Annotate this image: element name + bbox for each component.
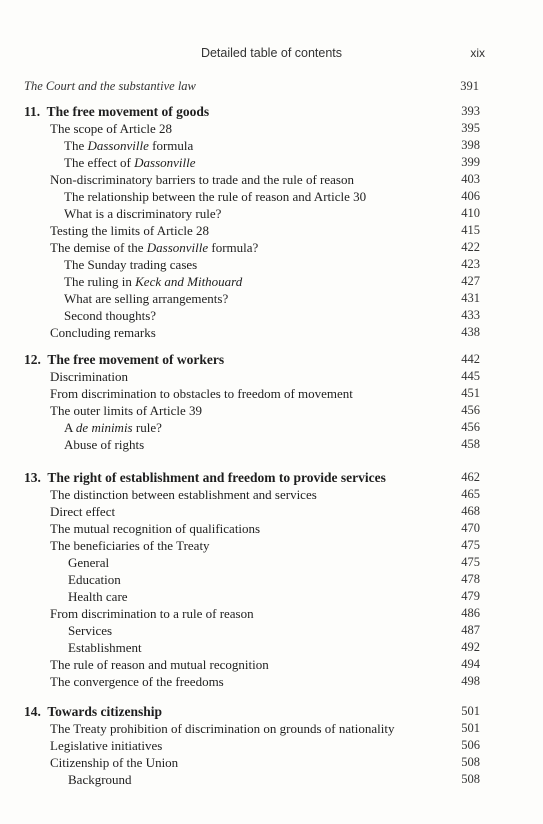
toc-entry <box>24 273 480 290</box>
entry-text: Direct effect <box>50 504 116 519</box>
entry-text: Testing the limits of Article 28 <box>50 223 210 238</box>
chapter-12-section <box>24 351 480 453</box>
entry-text: Concluding remarks <box>50 325 156 340</box>
entry-text: Background <box>68 772 132 787</box>
toc-entry <box>24 290 480 307</box>
entry-page: 415 <box>461 223 480 237</box>
chapter-heading <box>24 351 480 368</box>
entry-text: Discrimination <box>50 369 128 384</box>
toc-entry <box>24 205 480 222</box>
toc-entry <box>24 605 480 622</box>
toc-entry <box>24 222 480 239</box>
entry-page: 508 <box>461 772 480 786</box>
toc-entry <box>24 537 480 554</box>
toc-entry <box>24 571 480 588</box>
toc-entry <box>24 368 480 385</box>
entry-text: Establishment <box>68 640 142 655</box>
chapter-number: 13. <box>24 470 41 485</box>
toc-entry <box>24 385 480 402</box>
chapter-heading <box>24 703 480 720</box>
entry-text: The rule of reason and mutual recognition <box>50 657 269 672</box>
entry-page: 506 <box>461 738 480 752</box>
entry-text: Second thoughts? <box>64 308 157 323</box>
entry-text: Citizenship of the Union <box>50 755 179 770</box>
toc-entry <box>24 120 480 137</box>
entry-page: 406 <box>461 189 480 203</box>
running-header <box>0 46 543 66</box>
entry-page: 456 <box>461 403 480 417</box>
toc-entry <box>24 656 480 673</box>
entry-page: 458 <box>461 437 480 451</box>
chapter-11-section <box>24 103 480 341</box>
entry-text: The distinction between establishment and services <box>50 487 317 502</box>
entry-page: 398 <box>461 138 480 152</box>
header-title: Detailed table of contents <box>200 46 343 60</box>
toc-entry <box>24 673 480 690</box>
toc-entry <box>24 737 480 754</box>
chapter-page: 442 <box>461 352 480 366</box>
entry-text: The demise of the Dassonville formula? <box>50 240 259 255</box>
chapter-page: 393 <box>461 104 480 118</box>
entry-page: 478 <box>461 572 480 586</box>
chapter-title: The free movement of goods <box>46 104 210 119</box>
entry-text: The ruling in Keck and Mithouard <box>64 274 243 289</box>
entry-text: What is a discriminatory rule? <box>64 206 222 221</box>
entry-page: 479 <box>461 589 480 603</box>
entry-text: The outer limits of Article 39 <box>50 403 202 418</box>
chapter-page: 501 <box>461 704 480 718</box>
toc-entry <box>24 239 480 256</box>
toc-entry <box>24 419 480 436</box>
toc-entry <box>24 324 480 341</box>
entry-page: 492 <box>461 640 480 654</box>
entry-page: 422 <box>461 240 480 254</box>
entry-text: Abuse of rights <box>64 437 145 452</box>
entry-page: 410 <box>461 206 480 220</box>
entry-page: 445 <box>461 369 480 383</box>
chapter-heading <box>24 469 480 486</box>
entry-page: 475 <box>461 538 480 552</box>
entry-text: The relationship between the rule of reason and Article 30 <box>64 189 367 204</box>
toc-entry <box>24 720 480 737</box>
entry-page: 456 <box>461 420 480 434</box>
intro-page: 391 <box>460 79 479 93</box>
entry-page: 423 <box>461 257 480 271</box>
entry-page: 399 <box>461 155 480 169</box>
entry-text: The Treaty prohibition of discrimination on grounds of nationality <box>50 721 395 736</box>
toc-entry <box>24 256 480 273</box>
entry-page: 470 <box>461 521 480 535</box>
toc-entry <box>24 554 480 571</box>
toc-entry <box>24 436 480 453</box>
entry-page: 438 <box>461 325 480 339</box>
entry-page: 501 <box>461 721 480 735</box>
chapter-page: 462 <box>461 470 480 484</box>
toc-entry <box>24 188 480 205</box>
entry-page: 395 <box>461 121 480 135</box>
toc-entry <box>24 754 480 771</box>
toc-entry <box>24 639 480 656</box>
chapter-number: 11. <box>24 104 41 119</box>
header-page-number: xix <box>470 46 485 60</box>
chapter-title: The free movement of workers <box>47 352 225 367</box>
entry-text: Non-discriminatory barriers to trade and the rule of reason <box>50 172 354 187</box>
entry-text: What are selling arrangements? <box>64 291 229 306</box>
entry-page: 427 <box>461 274 480 288</box>
entry-text: The convergence of the freedoms <box>50 674 224 689</box>
toc-entry <box>24 486 480 503</box>
entry-text: The effect of Dassonville <box>64 155 196 170</box>
entry-text: A de minimis rule? <box>64 420 162 435</box>
intro-text: The Court and the substantive law <box>24 79 196 93</box>
toc-entry <box>24 771 480 788</box>
entry-page: 508 <box>461 755 480 769</box>
toc-entry <box>24 520 480 537</box>
entry-text: Services <box>68 623 113 638</box>
entry-text: The mutual recognition of qualifications <box>50 521 261 536</box>
toc-entry <box>24 171 480 188</box>
chapter-heading <box>24 103 480 120</box>
chapter-title: The right of establishment and freedom to provide services <box>47 470 386 485</box>
chapter-number: 14. <box>24 704 41 719</box>
chapter-title: Towards citizenship <box>47 704 163 719</box>
entry-text: The beneficiaries of the Treaty <box>50 538 210 553</box>
entry-page: 475 <box>461 555 480 569</box>
chapter-13-section <box>24 469 480 690</box>
entry-text: Legislative initiatives <box>50 738 163 753</box>
toc-entry <box>24 137 480 154</box>
entry-page: 403 <box>461 172 480 186</box>
entry-text: Education <box>68 572 121 587</box>
entry-page: 494 <box>461 657 480 671</box>
entry-text: The scope of Article 28 <box>50 121 173 136</box>
chapter-number: 12. <box>24 352 41 367</box>
toc-entry <box>24 402 480 419</box>
entry-page: 465 <box>461 487 480 501</box>
toc-entry <box>24 307 480 324</box>
intro-entry <box>24 79 479 97</box>
entry-text: From discrimination to a rule of reason <box>50 606 254 621</box>
entry-page: 431 <box>461 291 480 305</box>
entry-page: 486 <box>461 606 480 620</box>
chapter-14-section <box>24 703 480 788</box>
entry-text: The Sunday trading cases <box>64 257 198 272</box>
entry-page: 451 <box>461 386 480 400</box>
entry-text: From discrimination to obstacles to freedom of movement <box>50 386 353 401</box>
entry-page: 498 <box>461 674 480 688</box>
toc-entry <box>24 154 480 171</box>
entry-text: General <box>68 555 110 570</box>
entry-page: 487 <box>461 623 480 637</box>
entry-page: 468 <box>461 504 480 518</box>
entry-page: 433 <box>461 308 480 322</box>
toc-entry <box>24 622 480 639</box>
entry-text: Health care <box>68 589 128 604</box>
toc-entry <box>24 503 480 520</box>
toc-entry <box>24 588 480 605</box>
entry-text: The Dassonville formula <box>64 138 194 153</box>
